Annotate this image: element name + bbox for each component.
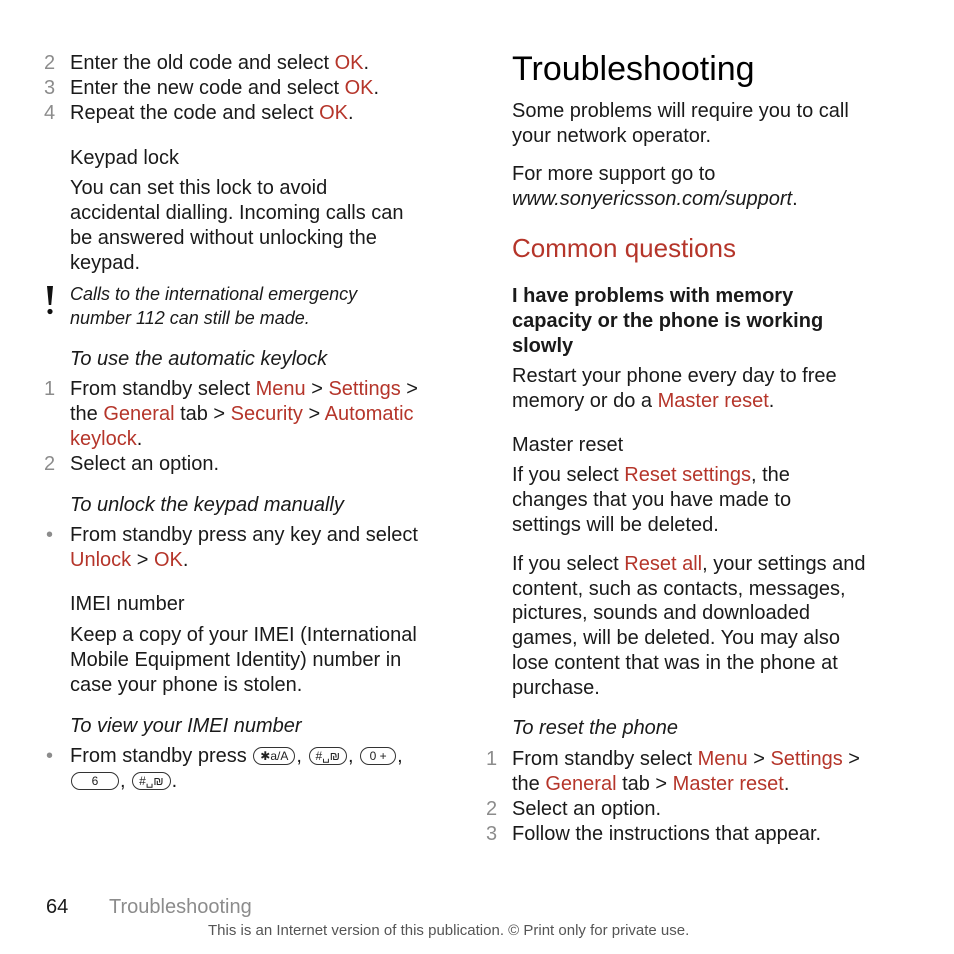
step-number: 4 bbox=[44, 102, 56, 124]
common-questions-heading: Common questions bbox=[512, 233, 736, 263]
master-reset-body-line: lose content that was in the phone at bbox=[512, 652, 838, 674]
view-imei-heading: To view your IMEI number bbox=[70, 715, 302, 737]
step-number: 3 bbox=[486, 823, 498, 845]
master-reset-body-line: pictures, sounds and downloaded bbox=[512, 602, 810, 624]
keylock-link[interactable]: keylock bbox=[70, 428, 137, 450]
memory-body-line: Restart your phone every day to free bbox=[512, 365, 837, 387]
memory-heading-line: I have problems with memory bbox=[512, 285, 794, 307]
step-text: From standby select Menu > Settings > bbox=[512, 748, 860, 770]
master-reset-body-line: games, will be deleted. You may also bbox=[512, 627, 840, 649]
settings-link[interactable]: Settings bbox=[770, 748, 843, 770]
step-text: the General tab > Master reset. bbox=[512, 773, 790, 795]
general-link[interactable]: General bbox=[103, 403, 175, 425]
hash-key-icon: #␣₪ bbox=[309, 747, 347, 765]
master-reset-body-line: If you select Reset settings, the bbox=[512, 464, 790, 486]
unlock-heading: To unlock the keypad manually bbox=[70, 494, 344, 516]
master-reset-body-line: content, such as contacts, messages, bbox=[512, 578, 846, 600]
bullet-text: From standby press any key and select bbox=[70, 524, 418, 546]
reset-settings-link[interactable]: Reset settings bbox=[624, 464, 752, 486]
hash-key-icon: #␣₪ bbox=[132, 772, 170, 790]
keypad-lock-body-line: keypad. bbox=[70, 252, 141, 274]
master-reset-body-line: settings will be deleted. bbox=[512, 514, 719, 536]
master-reset-link[interactable]: Master reset bbox=[672, 773, 784, 795]
step-number: 1 bbox=[486, 748, 498, 770]
master-reset-link[interactable]: Master reset bbox=[657, 390, 769, 412]
master-reset-heading: Master reset bbox=[512, 434, 624, 456]
bullet: • bbox=[46, 524, 54, 546]
warning-icon bbox=[44, 284, 56, 316]
ok-link[interactable]: OK bbox=[319, 102, 348, 124]
ok-link[interactable]: OK bbox=[344, 77, 374, 99]
intro-line: your network operator. bbox=[512, 125, 711, 147]
step-text: the General tab > Security > Automatic bbox=[70, 403, 414, 425]
step-text: Enter the old code and select OK. bbox=[70, 52, 370, 74]
page-number: 64 bbox=[46, 896, 69, 918]
imei-body-line: case your phone is stolen. bbox=[70, 674, 303, 696]
step-text: Select an option. bbox=[70, 453, 219, 475]
step-number: 3 bbox=[44, 77, 56, 99]
keypad-lock-body-line: accidental dialling. Incoming calls can bbox=[70, 202, 404, 224]
star-key-icon: ✱a/A bbox=[253, 747, 295, 765]
settings-link[interactable]: Settings bbox=[328, 378, 401, 400]
emergency-note-line: number 112 can still be made. bbox=[70, 308, 310, 328]
step-text: From standby select Menu > Settings > bbox=[70, 378, 418, 400]
six-key-icon: 6 bbox=[71, 772, 119, 790]
security-link[interactable]: Security bbox=[230, 403, 303, 425]
reset-all-link[interactable]: Reset all bbox=[624, 553, 703, 575]
step-text: Enter the new code and select OK. bbox=[70, 77, 380, 99]
intro-line: Some problems will require you to call bbox=[512, 100, 849, 122]
step-number: 2 bbox=[44, 453, 56, 475]
ok-link[interactable]: OK bbox=[153, 549, 183, 571]
bullet-text: From standby press ✱a/A , #␣₪ , 0 + , bbox=[70, 745, 403, 767]
menu-link[interactable]: Menu bbox=[697, 748, 748, 770]
footer-notice: This is an Internet version of this publication. © Print only for private use. bbox=[208, 922, 690, 939]
memory-heading-line: slowly bbox=[512, 335, 574, 357]
keypad-lock-heading: Keypad lock bbox=[70, 147, 179, 169]
ok-link[interactable]: OK bbox=[334, 52, 364, 74]
auto-keylock-heading: To use the automatic keylock bbox=[70, 348, 328, 370]
keypad-lock-body-line: be answered without unlocking the bbox=[70, 227, 377, 249]
automatic-link[interactable]: Automatic bbox=[324, 403, 414, 425]
master-reset-body-line: purchase. bbox=[512, 677, 600, 699]
zero-key-icon: 0 + bbox=[360, 747, 396, 765]
bullet-text: 6 , #␣₪ . bbox=[70, 769, 177, 794]
imei-heading: IMEI number bbox=[70, 593, 185, 615]
step-text: Follow the instructions that appear. bbox=[512, 823, 822, 845]
memory-body-line: memory or do a Master reset. bbox=[512, 390, 775, 412]
support-line: www.sonyericsson.com/support. bbox=[512, 188, 798, 210]
master-reset-body-line: changes that you have made to bbox=[512, 489, 792, 511]
memory-heading-line: capacity or the phone is working bbox=[512, 310, 824, 332]
support-url[interactable]: www.sonyericsson.com/support bbox=[512, 188, 793, 210]
step-number: 2 bbox=[486, 798, 498, 820]
general-link[interactable]: General bbox=[545, 773, 617, 795]
step-text: keylock. bbox=[70, 428, 143, 450]
step-number: 1 bbox=[44, 378, 56, 400]
footer-section-title: Troubleshooting bbox=[109, 896, 252, 918]
support-line: For more support go to bbox=[512, 163, 716, 185]
keypad-lock-body-line: You can set this lock to avoid bbox=[70, 177, 328, 199]
reset-phone-heading: To reset the phone bbox=[512, 717, 679, 739]
step-number: 2 bbox=[44, 52, 56, 74]
page-title: Troubleshooting bbox=[512, 50, 755, 88]
emergency-note-line: Calls to the international emergency bbox=[70, 284, 358, 304]
unlock-link[interactable]: Unlock bbox=[70, 549, 132, 571]
imei-body-line: Mobile Equipment Identity) number in bbox=[70, 649, 402, 671]
bullet: • bbox=[46, 745, 54, 767]
step-text: Select an option. bbox=[512, 798, 661, 820]
bullet-text: Unlock > OK. bbox=[70, 549, 189, 571]
menu-link[interactable]: Menu bbox=[255, 378, 306, 400]
master-reset-body-line: If you select Reset all, your settings and bbox=[512, 553, 866, 575]
imei-body-line: Keep a copy of your IMEI (International bbox=[70, 624, 417, 646]
step-text: Repeat the code and select OK. bbox=[70, 102, 354, 124]
